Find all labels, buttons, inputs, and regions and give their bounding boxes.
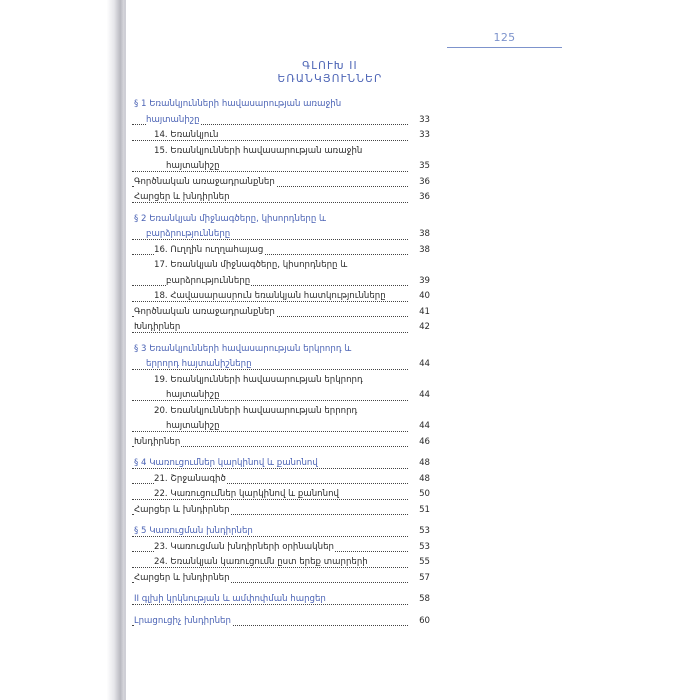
toc-entry-title: § 2 Եռանկյան միջնագծերը, կիսորդները և — [134, 213, 326, 224]
toc-page-number: 55 — [408, 555, 430, 571]
toc-entry[interactable] — [132, 373, 430, 389]
toc-entry[interactable] — [132, 435, 430, 451]
page-edge — [124, 0, 126, 700]
toc-entry-title: հայտանիշը — [146, 114, 200, 125]
toc-entry[interactable] — [132, 472, 430, 488]
toc-entry[interactable] — [132, 175, 430, 191]
toc-entry[interactable] — [132, 419, 430, 435]
toc-entry[interactable] — [132, 243, 430, 259]
toc-page-number: 33 — [408, 113, 430, 129]
toc-entry[interactable] — [132, 404, 430, 420]
toc-entry[interactable] — [132, 571, 430, 587]
toc-entry[interactable] — [132, 274, 430, 290]
toc-section-heading[interactable] — [132, 524, 430, 540]
toc-entry-title: բարձրությունները — [166, 275, 251, 286]
toc-page-number: 40 — [408, 289, 430, 305]
toc-entry-title: 22. Կառուցումներ կարկինով և քանոնով — [154, 489, 339, 499]
toc-page-number: 44 — [408, 419, 430, 435]
toc-entry[interactable] — [132, 487, 430, 503]
toc-page-number: 46 — [408, 435, 430, 451]
toc-entry[interactable] — [132, 144, 430, 160]
toc-entry-title: Գործնական առաջադրանքներ — [134, 176, 275, 187]
toc-entry[interactable] — [132, 190, 430, 206]
toc-entry-title: երրորդ հայտանիշները — [146, 359, 252, 369]
toc-entry[interactable] — [132, 540, 430, 556]
toc-entry-title: Լրացուցիչ խնդիրներ — [134, 615, 231, 626]
toc-page-number: 36 — [408, 175, 430, 191]
toc-page-number: 60 — [408, 614, 430, 630]
toc-entry[interactable] — [132, 159, 430, 175]
toc-entry[interactable] — [132, 305, 430, 321]
toc-page-number: 51 — [408, 503, 430, 519]
toc-page-number: 44 — [408, 388, 430, 404]
toc-page-number: 39 — [408, 274, 430, 290]
toc-page-number: 53 — [408, 540, 430, 556]
toc-entry-title: Հարցեր և խնդիրներ — [134, 504, 230, 515]
toc-entry-title: § 4 Կառուցումներ կարկինով և քանոնով — [134, 458, 318, 468]
toc-section-heading[interactable] — [132, 456, 430, 472]
toc-section-heading[interactable] — [132, 227, 430, 243]
toc-entry[interactable] — [132, 503, 430, 519]
toc-page-number: 38 — [408, 243, 430, 259]
toc-section-heading[interactable] — [132, 97, 430, 113]
toc-page-number: 58 — [408, 592, 430, 608]
toc-entry-title: II գլխի կրկնության և ամփոփման հարցեր — [134, 594, 326, 604]
toc-entry-title: 20. Եռանկյունների հավասարության երրորդ — [154, 405, 358, 416]
toc-entry-title: § 5 Կառուցման խնդիրներ — [134, 526, 253, 536]
chapter-title: ԵՌԱՆԿՅՈՒՆՆԵՐ — [277, 73, 383, 85]
toc-page-number: 48 — [408, 456, 430, 472]
toc-entry-title: Խնդիրներ — [134, 322, 181, 332]
chapter-label: ԳԼՈՒԽ II — [302, 60, 358, 72]
toc-entry-title: 24. Եռանկյան կառուցումն ըստ երեք տարրերի — [154, 557, 368, 567]
toc-entry[interactable] — [132, 258, 430, 274]
toc-entry-title: հայտանիշը — [166, 390, 220, 400]
page-number-rule — [447, 47, 562, 48]
toc-entry[interactable] — [132, 320, 430, 336]
toc-entry-title: 16. Ուղղին ուղղահայաց — [154, 244, 264, 255]
toc-entry-title: Հարցեր և խնդիրներ — [134, 192, 230, 202]
toc-page-number: 41 — [408, 305, 430, 321]
toc-entry[interactable] — [132, 289, 430, 305]
toc-page-number: 57 — [408, 571, 430, 587]
page-number: 125 — [493, 31, 516, 44]
toc-entry-title: 19. Եռանկյունների հավասարության երկրորդ — [154, 374, 363, 385]
toc-entry-title: 23. Կառուցման խնդիրների օրինակներ — [154, 541, 334, 552]
toc-entry[interactable] — [132, 388, 430, 404]
toc-page-number: 48 — [408, 472, 430, 488]
toc-section-heading[interactable] — [132, 113, 430, 129]
toc-section-heading[interactable] — [132, 592, 430, 608]
toc-page-number: 42 — [408, 320, 430, 336]
toc-entry-title: § 3 Եռանկյունների հավասարության երկրորդ և — [134, 343, 352, 354]
table-of-contents — [132, 97, 430, 629]
toc-entry-title: բարձրությունները — [146, 229, 231, 239]
toc-entry-title: Հարցեր և խնդիրներ — [134, 572, 230, 583]
toc-page-number: 38 — [408, 227, 430, 243]
toc-entry-title: 21. Շրջանագիծ — [154, 473, 226, 484]
book-spine-shadow — [0, 0, 124, 700]
toc-section-heading[interactable] — [132, 342, 430, 358]
toc-page-number: 35 — [408, 159, 430, 175]
toc-entry-title: Խնդիրներ — [134, 436, 181, 447]
toc-entry-title: 15. Եռանկյունների հավասարության առաջին — [154, 145, 363, 156]
toc-page-number: 44 — [408, 357, 430, 373]
toc-page-number: 53 — [408, 524, 430, 540]
toc-page-number: 33 — [408, 128, 430, 144]
toc-page-number: 36 — [408, 190, 430, 206]
toc-entry-title: § 1 Եռանկյունների հավասարության առաջին — [134, 99, 342, 109]
toc-section-heading[interactable] — [132, 357, 430, 373]
toc-entry[interactable] — [132, 128, 430, 144]
toc-entry-title: հայտանիշը — [166, 161, 220, 171]
toc-entry-title: 17. Եռանկյան միջնագծերը, կիսորդները և — [154, 260, 348, 270]
toc-entry-title: Գործնական առաջադրանքներ — [134, 306, 275, 317]
toc-section-heading[interactable] — [132, 614, 430, 630]
toc-entry-title: 18. Հավասարասրուն եռանկյան հատկությունները — [154, 291, 386, 301]
toc-entry[interactable] — [132, 555, 430, 571]
toc-entry-title: հայտանիշը — [166, 421, 220, 431]
toc-entry-title: 14. Եռանկյուն — [154, 130, 219, 140]
toc-page-number: 50 — [408, 487, 430, 503]
toc-section-heading[interactable] — [132, 212, 430, 228]
